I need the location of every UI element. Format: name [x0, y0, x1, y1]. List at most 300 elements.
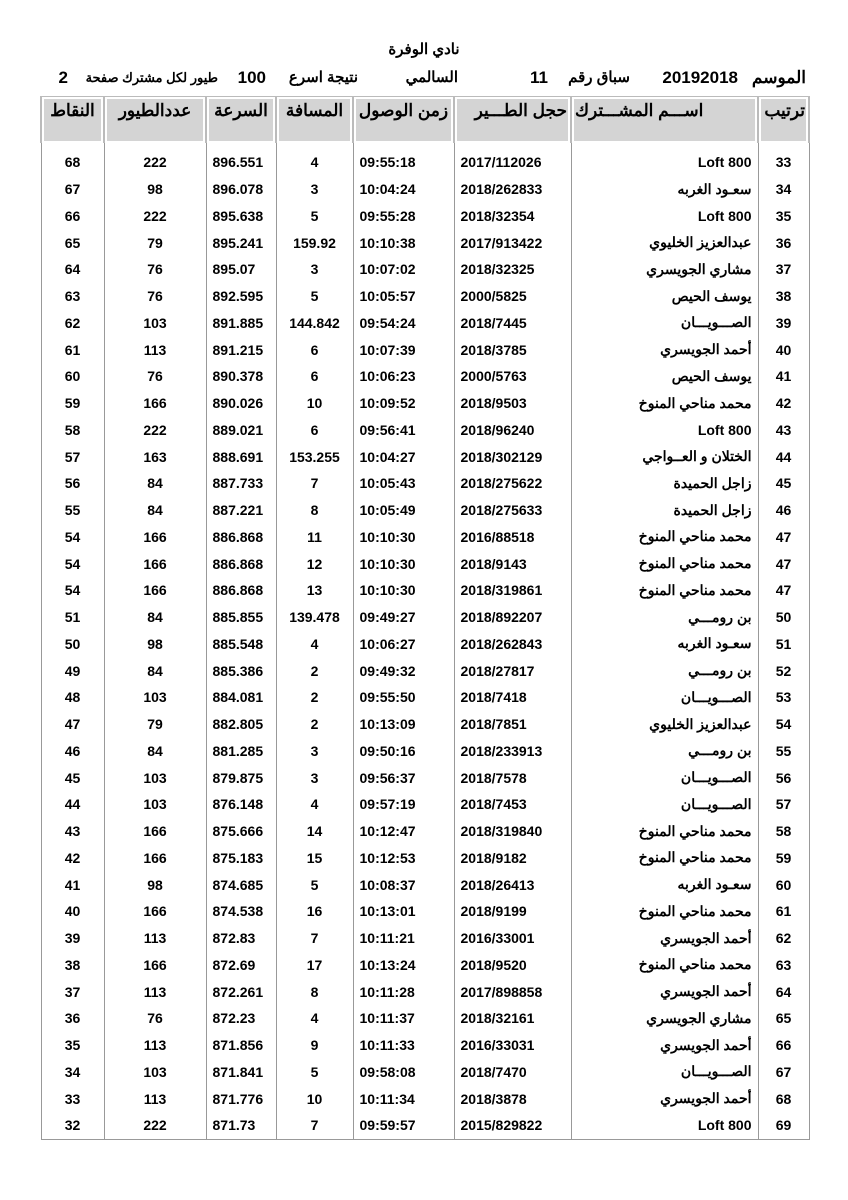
- name-cell: الصـــويـــان: [571, 1059, 758, 1086]
- points-cell: 43: [41, 818, 104, 845]
- rank-cell: 62: [758, 925, 809, 952]
- rank-cell: 37: [758, 256, 809, 283]
- rank-cell: 43: [758, 417, 809, 444]
- ring-cell: 2018/96240: [454, 417, 571, 444]
- distance-cell: 12: [276, 550, 353, 577]
- points-cell: 54: [41, 577, 104, 604]
- arrival-time-cell: 10:13:01: [353, 898, 454, 925]
- points-cell: 58: [41, 417, 104, 444]
- distance-cell: 3: [276, 256, 353, 283]
- points-cell: 56: [41, 470, 104, 497]
- table-row: [41, 764, 809, 791]
- name-cell: زاجل الحميدة: [571, 497, 758, 524]
- distance-cell: 4: [276, 143, 353, 176]
- arrival-time-cell: 10:07:39: [353, 336, 454, 363]
- distance-cell: 10: [276, 1085, 353, 1112]
- speed-cell: 895.638: [206, 203, 276, 230]
- name-cell: Loft 800: [571, 417, 758, 444]
- ring-cell: 2018/233913: [454, 738, 571, 765]
- points-cell: 67: [41, 176, 104, 203]
- table-row: [41, 524, 809, 551]
- ring-cell: 2018/7418: [454, 684, 571, 711]
- page-number: 2: [58, 68, 68, 87]
- arrival-time-cell: 10:06:23: [353, 363, 454, 390]
- rank-cell: 50: [758, 604, 809, 631]
- bird-count-cell: 98: [104, 631, 206, 658]
- name-cell: محمد مناحي المنوخ: [571, 550, 758, 577]
- rank-cell: 38: [758, 283, 809, 310]
- speed-cell: 871.856: [206, 1032, 276, 1059]
- distance-cell: 3: [276, 764, 353, 791]
- distance-cell: 16: [276, 898, 353, 925]
- bird-count-cell: 84: [104, 657, 206, 684]
- table-row: [41, 738, 809, 765]
- table-row: [41, 657, 809, 684]
- name-cell: الصـــويـــان: [571, 791, 758, 818]
- distance-cell: 2: [276, 684, 353, 711]
- arrival-time-cell: 10:12:47: [353, 818, 454, 845]
- arrival-time-cell: 09:58:08: [353, 1059, 454, 1086]
- arrival-time-cell: 10:04:24: [353, 176, 454, 203]
- bird-count-cell: 84: [104, 604, 206, 631]
- points-cell: 36: [41, 1005, 104, 1032]
- speed-cell: 895.07: [206, 256, 276, 283]
- ring-cell: 2018/7445: [454, 310, 571, 337]
- points-cell: 32: [41, 1112, 104, 1139]
- header-arrival-time: زمن الوصول: [353, 97, 454, 144]
- arrival-time-cell: 10:07:02: [353, 256, 454, 283]
- bird-count-cell: 76: [104, 283, 206, 310]
- rank-cell: 54: [758, 711, 809, 738]
- rank-cell: 57: [758, 791, 809, 818]
- rank-cell: 39: [758, 310, 809, 337]
- bird-count-cell: 98: [104, 871, 206, 898]
- rank-cell: 47: [758, 577, 809, 604]
- distance-cell: 2: [276, 711, 353, 738]
- arrival-time-cell: 10:11:28: [353, 978, 454, 1005]
- bird-count-cell: 222: [104, 417, 206, 444]
- speed-cell: 872.69: [206, 952, 276, 979]
- table-row: [41, 845, 809, 872]
- rank-cell: 64: [758, 978, 809, 1005]
- table-row: [41, 952, 809, 979]
- speed-cell: 876.148: [206, 791, 276, 818]
- speed-cell: 875.666: [206, 818, 276, 845]
- table-row: [41, 1085, 809, 1112]
- speed-cell: 888.691: [206, 443, 276, 470]
- speed-cell: 874.538: [206, 898, 276, 925]
- distance-cell: 6: [276, 363, 353, 390]
- table-row: [41, 1059, 809, 1086]
- rank-cell: 56: [758, 764, 809, 791]
- rank-cell: 52: [758, 657, 809, 684]
- rank-cell: 60: [758, 871, 809, 898]
- name-cell: الختلان و العــواجي: [571, 443, 758, 470]
- name-cell: بن رومـــي: [571, 657, 758, 684]
- speed-cell: 881.285: [206, 738, 276, 765]
- table-row: [41, 711, 809, 738]
- ring-cell: 2018/32161: [454, 1005, 571, 1032]
- ring-cell: 2018/9199: [454, 898, 571, 925]
- name-cell: بن رومـــي: [571, 604, 758, 631]
- name-cell: محمد مناحي المنوخ: [571, 577, 758, 604]
- rank-cell: 55: [758, 738, 809, 765]
- speed-cell: 885.855: [206, 604, 276, 631]
- header-points: النقاط: [41, 97, 104, 144]
- ring-cell: 2018/9520: [454, 952, 571, 979]
- rank-cell: 34: [758, 176, 809, 203]
- arrival-time-cell: 10:09:52: [353, 390, 454, 417]
- name-cell: بن رومـــي: [571, 738, 758, 765]
- table-row: [41, 1112, 809, 1139]
- name-cell: سعـود الغربه: [571, 871, 758, 898]
- table-row: [41, 203, 809, 230]
- speed-cell: 886.868: [206, 550, 276, 577]
- points-cell: 60: [41, 363, 104, 390]
- points-cell: 39: [41, 925, 104, 952]
- bird-count-cell: 79: [104, 229, 206, 256]
- rank-cell: 45: [758, 470, 809, 497]
- name-cell: Loft 800: [571, 143, 758, 176]
- distance-cell: 7: [276, 925, 353, 952]
- arrival-time-cell: 09:54:24: [353, 310, 454, 337]
- header-ring: حجل الطـــير: [454, 97, 571, 144]
- name-cell: محمد مناحي المنوخ: [571, 952, 758, 979]
- name-cell: Loft 800: [571, 1112, 758, 1139]
- distance-cell: 9: [276, 1032, 353, 1059]
- table-row: [41, 684, 809, 711]
- speed-cell: 886.868: [206, 577, 276, 604]
- name-cell: أحمد الجويسري: [571, 1085, 758, 1112]
- table-row: [41, 497, 809, 524]
- ring-cell: 2018/275633: [454, 497, 571, 524]
- speed-cell: 896.551: [206, 143, 276, 176]
- points-cell: 41: [41, 871, 104, 898]
- bird-count-cell: 113: [104, 925, 206, 952]
- speed-cell: 872.83: [206, 925, 276, 952]
- points-cell: 63: [41, 283, 104, 310]
- arrival-time-cell: 09:49:27: [353, 604, 454, 631]
- arrival-time-cell: 10:05:49: [353, 497, 454, 524]
- speed-cell: 872.23: [206, 1005, 276, 1032]
- ring-cell: 2018/319840: [454, 818, 571, 845]
- ring-cell: 2018/262843: [454, 631, 571, 658]
- bird-count-cell: 166: [104, 390, 206, 417]
- ring-cell: 2015/829822: [454, 1112, 571, 1139]
- table-row: [41, 470, 809, 497]
- speed-cell: 895.241: [206, 229, 276, 256]
- distance-cell: 5: [276, 1059, 353, 1086]
- distance-cell: 10: [276, 390, 353, 417]
- speed-cell: 871.73: [206, 1112, 276, 1139]
- points-cell: 48: [41, 684, 104, 711]
- distance-cell: 6: [276, 417, 353, 444]
- arrival-time-cell: 09:49:32: [353, 657, 454, 684]
- ring-cell: 2018/9503: [454, 390, 571, 417]
- table-row: [41, 176, 809, 203]
- distance-cell: 7: [276, 470, 353, 497]
- bird-count-cell: 84: [104, 470, 206, 497]
- points-cell: 34: [41, 1059, 104, 1086]
- distance-cell: 7: [276, 1112, 353, 1139]
- bird-count-cell: 113: [104, 336, 206, 363]
- points-cell: 65: [41, 229, 104, 256]
- bird-count-cell: 113: [104, 1032, 206, 1059]
- bird-count-cell: 113: [104, 978, 206, 1005]
- bird-count-cell: 103: [104, 1059, 206, 1086]
- ring-cell: 2016/88518: [454, 524, 571, 551]
- table-row: [41, 871, 809, 898]
- ring-cell: 2017/898858: [454, 978, 571, 1005]
- distance-cell: 13: [276, 577, 353, 604]
- table-row: [41, 1032, 809, 1059]
- rank-cell: 41: [758, 363, 809, 390]
- table-row: [41, 550, 809, 577]
- points-cell: 55: [41, 497, 104, 524]
- result-label: نتيجة اسرع: [288, 69, 358, 86]
- distance-cell: 139.478: [276, 604, 353, 631]
- name-cell: أحمد الجويسري: [571, 925, 758, 952]
- speed-cell: 889.021: [206, 417, 276, 444]
- ring-cell: 2018/319861: [454, 577, 571, 604]
- rank-cell: 58: [758, 818, 809, 845]
- arrival-time-cell: 10:11:33: [353, 1032, 454, 1059]
- name-cell: عبدالعزيز الخليوي: [571, 229, 758, 256]
- bird-count-cell: 76: [104, 1005, 206, 1032]
- rank-cell: 67: [758, 1059, 809, 1086]
- arrival-time-cell: 10:13:24: [353, 952, 454, 979]
- distance-cell: 8: [276, 497, 353, 524]
- rank-cell: 65: [758, 1005, 809, 1032]
- table-header-row: [41, 97, 809, 144]
- ring-cell: 2018/3878: [454, 1085, 571, 1112]
- distance-cell: 3: [276, 176, 353, 203]
- name-cell: الصـــويـــان: [571, 764, 758, 791]
- speed-cell: 871.841: [206, 1059, 276, 1086]
- table-row: [41, 336, 809, 363]
- name-cell: محمد مناحي المنوخ: [571, 390, 758, 417]
- bird-count-cell: 166: [104, 577, 206, 604]
- rank-cell: 63: [758, 952, 809, 979]
- speed-cell: 891.215: [206, 336, 276, 363]
- points-cell: 44: [41, 791, 104, 818]
- rank-cell: 68: [758, 1085, 809, 1112]
- ring-cell: 2018/27817: [454, 657, 571, 684]
- distance-cell: 8: [276, 978, 353, 1005]
- points-cell: 64: [41, 256, 104, 283]
- ring-cell: 2018/32354: [454, 203, 571, 230]
- speed-cell: 886.868: [206, 524, 276, 551]
- points-cell: 42: [41, 845, 104, 872]
- name-cell: الصـــويـــان: [571, 684, 758, 711]
- name-cell: مشاري الجويسري: [571, 1005, 758, 1032]
- table-row: [41, 1005, 809, 1032]
- rank-cell: 66: [758, 1032, 809, 1059]
- arrival-time-cell: 10:10:30: [353, 577, 454, 604]
- bird-count-cell: 103: [104, 310, 206, 337]
- speed-cell: 871.776: [206, 1085, 276, 1112]
- arrival-time-cell: 10:05:57: [353, 283, 454, 310]
- arrival-time-cell: 10:11:21: [353, 925, 454, 952]
- arrival-time-cell: 10:10:38: [353, 229, 454, 256]
- distance-cell: 2: [276, 657, 353, 684]
- speed-cell: 874.685: [206, 871, 276, 898]
- name-cell: محمد مناحي المنوخ: [571, 898, 758, 925]
- header-name: اســـم المشـــترك: [571, 97, 758, 144]
- bird-count-cell: 166: [104, 550, 206, 577]
- speed-cell: 887.733: [206, 470, 276, 497]
- name-cell: أحمد الجويسري: [571, 1032, 758, 1059]
- name-cell: أحمد الجويسري: [571, 978, 758, 1005]
- club-title: نادي الوفرة: [388, 41, 460, 58]
- arrival-time-cell: 09:55:18: [353, 143, 454, 176]
- rank-cell: 42: [758, 390, 809, 417]
- bird-count-cell: 166: [104, 845, 206, 872]
- speed-cell: 884.081: [206, 684, 276, 711]
- points-cell: 51: [41, 604, 104, 631]
- bird-count-cell: 163: [104, 443, 206, 470]
- arrival-time-cell: 10:04:27: [353, 443, 454, 470]
- distance-cell: 4: [276, 1005, 353, 1032]
- bird-count-cell: 222: [104, 143, 206, 176]
- speed-cell: 879.875: [206, 764, 276, 791]
- arrival-time-cell: 10:11:34: [353, 1085, 454, 1112]
- speed-cell: 885.386: [206, 657, 276, 684]
- race-number: 11: [530, 68, 548, 87]
- arrival-time-cell: 09:56:37: [353, 764, 454, 791]
- bird-count-cell: 84: [104, 738, 206, 765]
- race-location: السالمي: [405, 69, 458, 86]
- header-distance: المسافة: [276, 97, 353, 144]
- speed-cell: 875.183: [206, 845, 276, 872]
- rank-cell: 53: [758, 684, 809, 711]
- arrival-time-cell: 10:06:27: [353, 631, 454, 658]
- distance-cell: 159.92: [276, 229, 353, 256]
- points-cell: 49: [41, 657, 104, 684]
- arrival-time-cell: 10:08:37: [353, 871, 454, 898]
- ring-cell: 2016/33031: [454, 1032, 571, 1059]
- speed-cell: 892.595: [206, 283, 276, 310]
- arrival-time-cell: 09:57:19: [353, 791, 454, 818]
- points-cell: 61: [41, 336, 104, 363]
- table-row: [41, 310, 809, 337]
- table-row: [41, 631, 809, 658]
- header-speed: السرعة: [206, 97, 276, 144]
- ring-cell: 2018/7578: [454, 764, 571, 791]
- points-cell: 68: [41, 143, 104, 176]
- table-row: [41, 363, 809, 390]
- table-row: [41, 143, 809, 176]
- table-row: [41, 417, 809, 444]
- arrival-time-cell: 09:50:16: [353, 738, 454, 765]
- distance-cell: 3: [276, 738, 353, 765]
- season-label: الموسم: [751, 68, 806, 87]
- arrival-time-cell: 10:10:30: [353, 524, 454, 551]
- points-cell: 66: [41, 203, 104, 230]
- ring-cell: 2018/3785: [454, 336, 571, 363]
- points-cell: 59: [41, 390, 104, 417]
- distance-cell: 5: [276, 871, 353, 898]
- table-row: [41, 898, 809, 925]
- table-row: [41, 577, 809, 604]
- points-cell: 45: [41, 764, 104, 791]
- distance-cell: 153.255: [276, 443, 353, 470]
- table-row: [41, 229, 809, 256]
- table-row: [41, 256, 809, 283]
- rank-cell: 51: [758, 631, 809, 658]
- distance-cell: 6: [276, 336, 353, 363]
- race-label: سباق رقم: [568, 69, 630, 86]
- rank-cell: 69: [758, 1112, 809, 1139]
- ring-cell: 2000/5763: [454, 363, 571, 390]
- distance-cell: 4: [276, 791, 353, 818]
- ring-cell: 2018/32325: [454, 256, 571, 283]
- name-cell: الصـــويـــان: [571, 310, 758, 337]
- rank-cell: 46: [758, 497, 809, 524]
- ring-cell: 2018/9143: [454, 550, 571, 577]
- header-rank: ترتيب: [758, 97, 809, 144]
- bird-count-cell: 166: [104, 952, 206, 979]
- points-cell: 47: [41, 711, 104, 738]
- ring-cell: 2018/302129: [454, 443, 571, 470]
- race-results-table: [40, 96, 810, 1140]
- distance-cell: 17: [276, 952, 353, 979]
- distance-cell: 15: [276, 845, 353, 872]
- name-cell: سعـود الغربه: [571, 631, 758, 658]
- distance-cell: 5: [276, 283, 353, 310]
- speed-cell: 891.885: [206, 310, 276, 337]
- table-row: [41, 791, 809, 818]
- ring-cell: 2000/5825: [454, 283, 571, 310]
- distance-cell: 5: [276, 203, 353, 230]
- points-cell: 62: [41, 310, 104, 337]
- rank-cell: 47: [758, 550, 809, 577]
- points-cell: 38: [41, 952, 104, 979]
- bird-count-cell: 79: [104, 711, 206, 738]
- rank-cell: 40: [758, 336, 809, 363]
- arrival-time-cell: 10:11:37: [353, 1005, 454, 1032]
- points-cell: 40: [41, 898, 104, 925]
- table-row: [41, 925, 809, 952]
- table-row: [41, 443, 809, 470]
- bird-count-cell: 98: [104, 176, 206, 203]
- arrival-time-cell: 10:10:30: [353, 550, 454, 577]
- rank-cell: 36: [758, 229, 809, 256]
- bird-count-cell: 76: [104, 363, 206, 390]
- bird-count-cell: 76: [104, 256, 206, 283]
- bird-count-cell: 222: [104, 1112, 206, 1139]
- rank-cell: 59: [758, 845, 809, 872]
- name-cell: محمد مناحي المنوخ: [571, 818, 758, 845]
- bird-count-cell: 166: [104, 818, 206, 845]
- bird-count-cell: 222: [104, 203, 206, 230]
- rank-cell: 44: [758, 443, 809, 470]
- ring-cell: 2016/33001: [454, 925, 571, 952]
- name-cell: مشاري الجويسري: [571, 256, 758, 283]
- speed-cell: 872.261: [206, 978, 276, 1005]
- points-cell: 50: [41, 631, 104, 658]
- name-cell: زاجل الحميدة: [571, 470, 758, 497]
- arrival-time-cell: 09:56:41: [353, 417, 454, 444]
- bird-count-cell: 103: [104, 791, 206, 818]
- rank-cell: 35: [758, 203, 809, 230]
- ring-cell: 2018/892207: [454, 604, 571, 631]
- name-cell: يوسف الحيص: [571, 283, 758, 310]
- table-row: [41, 818, 809, 845]
- ring-cell: 2018/26413: [454, 871, 571, 898]
- ring-cell: 2018/7453: [454, 791, 571, 818]
- name-cell: محمد مناحي المنوخ: [571, 524, 758, 551]
